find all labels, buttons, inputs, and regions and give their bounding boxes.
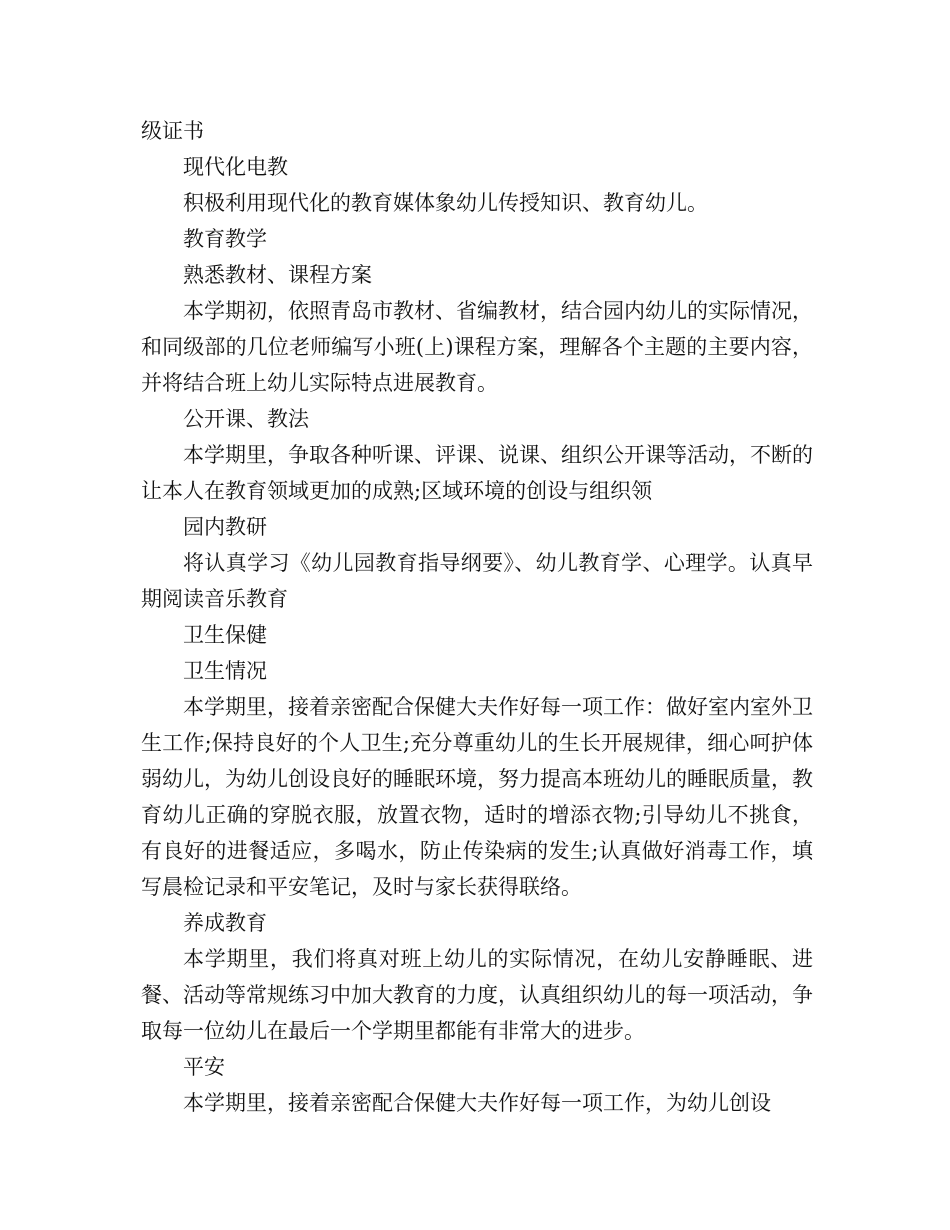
paragraph-habit-education: 本学期里，我们将真对班上幼儿的实际情况，在幼儿安静睡眠、进餐、活动等常规练习中加大教育的力度，认真组织幼儿的每一项活动，争取每一位幼儿在最后一个学期里都能有非常大的进步。	[141, 947, 813, 1043]
heading-curriculum: 熟悉教材、课程方案	[183, 263, 372, 287]
heading-hygiene: 卫生情况	[183, 659, 267, 683]
paragraph-modern-media: 积极利用现代化的教育媒体象幼儿传授知识、教育幼儿。	[183, 191, 708, 215]
heading-modern-media: 现代化电教	[183, 155, 288, 179]
paragraph-research: 将认真学习《幼儿园教育指导纲要》、幼儿教育学、心理学。认真早期阅读音乐教育	[141, 551, 813, 611]
heading-research: 园内教研	[183, 515, 267, 539]
paragraph-safety: 本学期里，接着亲密配合保健大夫作好每一项工作，为幼儿创设	[183, 1091, 771, 1115]
paragraph-curriculum: 本学期初，依照青岛市教材、省编教材，结合园内幼儿的实际情况，和同级部的几位老师编写小班(上)课程方案，理解各个主题的主要内容，并将结合班上幼儿实际特点进展教育。	[141, 299, 813, 395]
paragraph-continuation: 级证书	[141, 119, 204, 143]
heading-safety: 平安	[183, 1055, 225, 1079]
document-page	[141, 113, 813, 1121]
paragraph-hygiene: 本学期里，接着亲密配合保健大夫作好每一项工作：做好室内室外卫生工作;保持良好的个人卫生;充分尊重幼儿的生长开展规律，细心呵护体弱幼儿，为幼儿创设良好的睡眠环境，努力提高本班幼儿的睡眠质量，教育幼儿正确的穿脱衣服，放置衣物，适时的增添衣物;引导幼儿不挑食，有良好的进餐适应，多喝水，防止传染病的发生;认真做好消毒工作，填写晨检记录和平安笔记，及时与家长获得联络。	[141, 695, 813, 899]
paragraph-open-class: 本学期里，争取各种听课、评课、说课、组织公开课等活动，不断的让本人在教育领域更加的成熟;区域环境的创设与组织领	[141, 443, 813, 503]
heading-health-care: 卫生保健	[183, 623, 267, 647]
heading-teaching: 教育教学	[183, 227, 267, 251]
heading-open-class: 公开课、教法	[183, 407, 309, 431]
heading-habit-education: 养成教育	[183, 911, 267, 935]
